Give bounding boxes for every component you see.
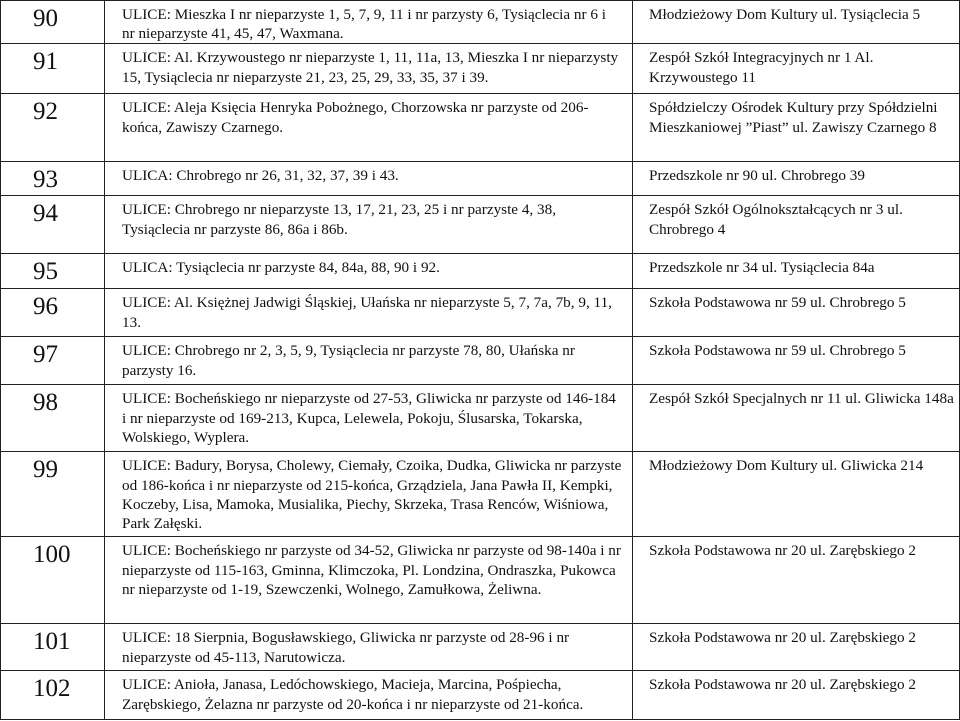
table-row (1, 44, 960, 94)
table-row (1, 537, 960, 624)
polling-place: Młodzieżowy Dom Kultury ul. Tysiąclecia 5 (633, 1, 960, 44)
district-streets: ULICA: Chrobrego nr 26, 31, 32, 37, 39 i 43. (105, 162, 633, 196)
district-number: 96 (1, 289, 105, 337)
polling-place: Szkoła Podstawowa nr 20 ul. Zarębskiego 2 (633, 624, 960, 671)
district-number: 98 (1, 385, 105, 452)
table-row (1, 94, 960, 162)
polling-place: Przedszkole nr 34 ul. Tysiąclecia 84a (633, 254, 960, 289)
polling-place: Zespół Szkół Integracyjnych nr 1 Al. Krzywoustego 11 (633, 44, 960, 94)
district-number: 91 (1, 44, 105, 94)
table-row (1, 385, 960, 452)
polling-place: Szkoła Podstawowa nr 20 ul. Zarębskiego 2 (633, 671, 960, 720)
district-number: 92 (1, 94, 105, 162)
table-row (1, 254, 960, 289)
table-row (1, 624, 960, 671)
polling-place: Spółdzielczy Ośrodek Kultury przy Spółdzielni Mieszkaniowej ”Piast” ul. Zawiszy Czarnego 8 (633, 94, 960, 162)
district-number: 100 (1, 537, 105, 624)
district-streets: ULICE: Bocheńskiego nr nieparzyste od 27-53, Gliwicka nr parzyste od 146-184 i nr nieparzyste od 169-213, Kupca, Lelewela, Pokoju, Ślusarska, Tokarska, Wolskiego, Wyplera. (105, 385, 633, 452)
table-row (1, 337, 960, 385)
table-row (1, 452, 960, 537)
district-number: 94 (1, 196, 105, 254)
district-streets: ULICE: Al. Księżnej Jadwigi Śląskiej, Ułańska nr nieparzyste 5, 7, 7a, 7b, 9, 11, 13. (105, 289, 633, 337)
polling-place: Szkoła Podstawowa nr 59 ul. Chrobrego 5 (633, 337, 960, 385)
polling-place: Młodzieżowy Dom Kultury ul. Gliwicka 214 (633, 452, 960, 537)
district-streets: ULICE: Chrobrego nr nieparzyste 13, 17, 21, 23, 25 i nr parzyste 4, 38, Tysiąclecia nr parzyste 86, 86a i 86b. (105, 196, 633, 254)
table-row (1, 671, 960, 720)
district-streets: ULICE: Mieszka I nr nieparzyste 1, 5, 7, 9, 11 i nr parzysty 6, Tysiąclecia nr 6 i nr nieparzyste 41, 45, 47, Waxmana. (105, 1, 633, 44)
district-streets: ULICA: Tysiąclecia nr parzyste 84, 84a, 88, 90 i 92. (105, 254, 633, 289)
polling-place: Przedszkole nr 90 ul. Chrobrego 39 (633, 162, 960, 196)
district-number: 97 (1, 337, 105, 385)
district-streets: ULICE: Al. Krzywoustego nr nieparzyste 1, 11, 11a, 13, Mieszka I nr nieparzysty 15, Tysiąclecia nr nieparzyste 21, 23, 25, 29, 33, 35, 37 i 39. (105, 44, 633, 94)
polling-place: Szkoła Podstawowa nr 59 ul. Chrobrego 5 (633, 289, 960, 337)
district-number: 93 (1, 162, 105, 196)
table-row (1, 162, 960, 196)
district-streets: ULICE: Aleja Księcia Henryka Pobożnego, Chorzowska nr parzyste od 206-końca, Zawiszy Czarnego. (105, 94, 633, 162)
table-row (1, 196, 960, 254)
table-row (1, 289, 960, 337)
polling-place: Zespół Szkół Specjalnych nr 11 ul. Gliwicka 148a (633, 385, 960, 452)
district-number: 102 (1, 671, 105, 720)
polling-place: Szkoła Podstawowa nr 20 ul. Zarębskiego 2 (633, 537, 960, 624)
district-streets: ULICE: Bocheńskiego nr parzyste od 34-52, Gliwicka nr parzyste od 98-140a i nr nieparzyste od 115-163, Gminna, Klimczoka, Pl. Londzina, Ondraszka, Pukowca nr nieparzyste od 1-19, Szewczenki, Wolnego, Zamułkowa, Żeliwna. (105, 537, 633, 624)
table-row (1, 1, 960, 44)
district-number: 99 (1, 452, 105, 537)
polling-place: Zespół Szkół Ogólnokształcących nr 3 ul. Chrobrego 4 (633, 196, 960, 254)
district-number: 90 (1, 1, 105, 44)
district-streets: ULICE: Chrobrego nr 2, 3, 5, 9, Tysiąclecia nr parzyste 78, 80, Ułańska nr parzysty 16. (105, 337, 633, 385)
district-number: 101 (1, 624, 105, 671)
district-streets: ULICE: Anioła, Janasa, Ledóchowskiego, Macieja, Marcina, Pośpiecha, Zarębskiego, Żelazna nr parzyste od 20-końca i nr nieparzyste od 21-końca. (105, 671, 633, 720)
district-number: 95 (1, 254, 105, 289)
district-streets: ULICE: 18 Sierpnia, Bogusławskiego, Gliwicka nr parzyste od 28-96 i nr nieparzyste od 45-113, Narutowicza. (105, 624, 633, 671)
district-streets: ULICE: Badury, Borysa, Cholewy, Ciemały, Czoika, Dudka, Gliwicka nr parzyste od 186-końca i nr nieparzyste od 215-końca, Grządziela, Jana Pawła II, Kempki, Koczeby, Lisa, Mamoka, Musialika, Piechy, Skrzeka, Trasa Renców, Wiśniowa, Park Załęski. (105, 452, 633, 537)
